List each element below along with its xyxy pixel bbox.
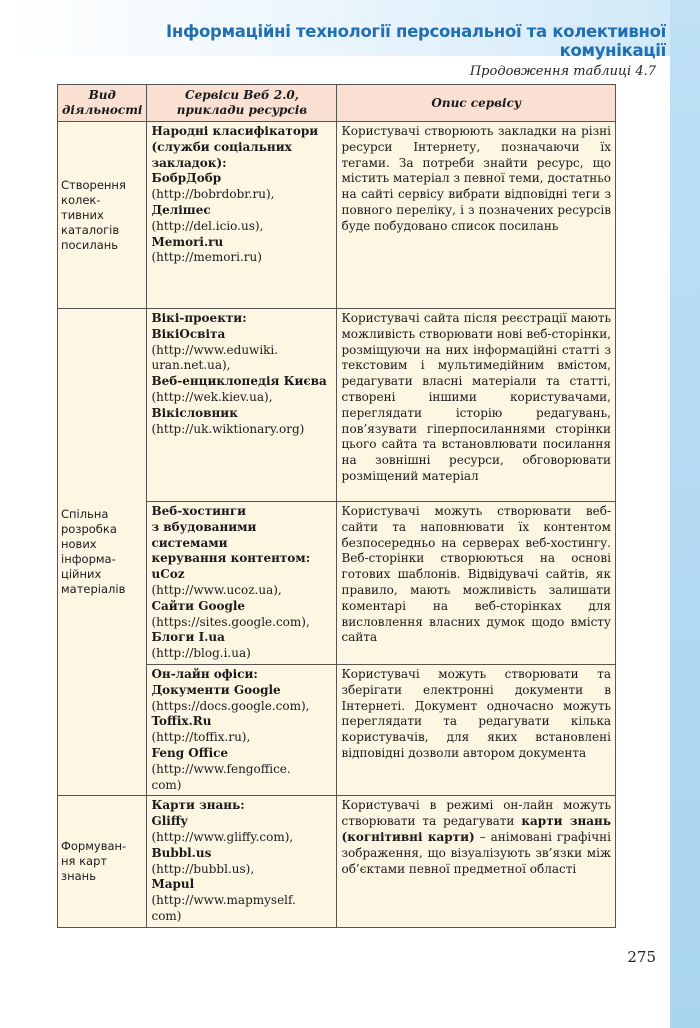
service-url: (http://www.ucoz.ua), bbox=[151, 582, 282, 597]
activity-line: Спільна bbox=[61, 507, 109, 522]
description-text: Користувачі в режимі он-лайн можуть створювати та редагувати bbox=[341, 798, 611, 829]
page-edge-tab bbox=[670, 0, 700, 1028]
activity-line: нових bbox=[61, 537, 97, 552]
service-url: (http://toffix.ru), bbox=[151, 730, 251, 745]
service-name: Веб-хостинги bbox=[151, 504, 247, 518]
service-url: (http://www.gliffy.com), bbox=[151, 829, 294, 844]
service-cell bbox=[147, 122, 337, 309]
description-text: – анімовані графічні зображення, що візуалізують зв’язки між об’єктами певної предметної області bbox=[341, 829, 611, 876]
service-url: (http://del.icio.us), bbox=[151, 218, 264, 233]
service-name: з вбудованими системами bbox=[151, 519, 257, 550]
header-description bbox=[337, 85, 616, 122]
service-name: ВікіОсвіта bbox=[151, 326, 226, 341]
header-activity bbox=[58, 85, 147, 122]
activity-line: інформа- bbox=[61, 552, 116, 567]
service-name: Memori.ru bbox=[151, 234, 224, 249]
services-table bbox=[57, 84, 616, 928]
service-url: (http://memori.ru) bbox=[151, 250, 262, 265]
activity-line: знань bbox=[61, 869, 96, 884]
table-body bbox=[58, 122, 616, 928]
service-cell bbox=[147, 309, 337, 502]
service-url: (http://blog.i.ua) bbox=[151, 646, 251, 661]
activity-cell bbox=[58, 122, 147, 309]
header-line: діяльності bbox=[62, 103, 143, 117]
service-url: uran.net.ua), bbox=[151, 358, 231, 373]
table-row bbox=[58, 796, 616, 928]
description-term: карти знань (когнітивні карти) bbox=[341, 814, 611, 844]
service-name: Mapul bbox=[151, 877, 195, 892]
activity-line: колек- bbox=[61, 192, 101, 207]
service-name: керування контентом: bbox=[151, 551, 311, 566]
description-cell: Користувачі сайта після реєстрації мають можливість створювати нові веб-сторінки, розміщуючи на них інформаційні статті з текстовим і мультимедійним вмістом, редагувати власні матеріали та статті, створені іншими користувачами, переглядати історію редагувань, пов’язувати гіперпосиланнями сторінки цього сайта та встановлювати посилання на зовнішні ресурси, обговорювати розміщений матеріал bbox=[337, 309, 616, 502]
service-name: Карти знань: bbox=[151, 798, 245, 813]
service-name: Веб-енциклопедія Києва bbox=[151, 374, 327, 389]
header-line: Опис сервісу bbox=[431, 95, 522, 110]
header-line: Сервіси Веб 2.0, bbox=[185, 88, 299, 102]
activity-line: тивних bbox=[61, 207, 104, 222]
description-cell bbox=[337, 796, 616, 928]
service-name: Вікісловник bbox=[151, 405, 238, 420]
service-url: (https://sites.google.com), bbox=[151, 614, 310, 629]
activity-line: Формуван- bbox=[61, 839, 127, 854]
service-cell bbox=[147, 502, 337, 665]
description-cell: Користувачі створюють закладки на різні ресурси Інтернету, позначаючи їх тегами. За потреби знайти ресурс, що містить матеріал з певної теми, достатньо на сайті сервісу вибрати відповідні теги з повного переліку, і з позначених ресурсів буде побудовано список посилань bbox=[337, 122, 616, 309]
service-name: Вікі-проекти: bbox=[151, 311, 247, 325]
service-name: Блоги I.ua bbox=[151, 630, 225, 645]
service-name: Сайти Google bbox=[151, 598, 246, 613]
service-url: (http://uk.wiktionary.org) bbox=[151, 421, 305, 436]
activity-line: Створення bbox=[61, 177, 126, 192]
activity-line: матеріалів bbox=[61, 582, 126, 597]
service-url: (http://www.fengoffice. bbox=[151, 761, 291, 776]
service-name: закладок): bbox=[151, 155, 227, 170]
service-url: (http://wek.kiev.ua), bbox=[151, 389, 273, 404]
service-name: uCoz bbox=[151, 567, 185, 582]
header-services bbox=[147, 85, 337, 122]
running-title: Інформаційні технології персональної та колективної комунікації bbox=[166, 22, 666, 60]
service-name: Народні класифікатори bbox=[151, 124, 319, 138]
description-cell: Користувачі можуть створювати веб-сайти та наповнювати їх контентом безпосередньо на серверах веб-хостингу. Веб-сторінки створюються на основі готових шаблонів. Відвідувачі сайтів, як правило, мають можливість залишати коментарі на веб-сторінках для висловлення власних думок щодо вмісту сайта bbox=[337, 502, 616, 665]
activity-line: ня карт bbox=[61, 854, 108, 869]
activity-line: ційних bbox=[61, 567, 102, 582]
activity-line: каталогів bbox=[61, 222, 120, 237]
description-cell: Користувачі можуть створювати та зберігати електронні документи в Інтернеті. Документ одночасно можуть переглядати та редагувати кілька користувачів, для яких встановлені відповідні дозволи автором документа bbox=[337, 664, 616, 795]
table-row bbox=[58, 309, 616, 502]
service-name: Bubbl.us bbox=[151, 845, 212, 860]
service-url: com) bbox=[151, 908, 182, 923]
table-header-row bbox=[58, 85, 616, 122]
service-cell bbox=[147, 796, 337, 928]
activity-line: розробка bbox=[61, 522, 117, 537]
header-line: Вид bbox=[88, 88, 116, 102]
table-row bbox=[58, 122, 616, 309]
activity-cell bbox=[58, 309, 147, 796]
service-url: com) bbox=[151, 777, 182, 792]
service-name: (служби соціальних bbox=[151, 139, 292, 154]
service-url: (https://docs.google.com), bbox=[151, 698, 310, 713]
service-name: БобрДобр bbox=[151, 171, 222, 186]
service-url: (http://bubbl.us), bbox=[151, 861, 255, 876]
service-name: Документи Google bbox=[151, 682, 281, 697]
activity-cell bbox=[58, 796, 147, 928]
page-number: 275 bbox=[627, 948, 656, 966]
service-name: Он-лайн офіси: bbox=[151, 666, 258, 681]
activity-line: посилань bbox=[61, 237, 119, 252]
service-name: Toffix.Ru bbox=[151, 714, 212, 729]
service-name: Feng Office bbox=[151, 745, 229, 760]
service-url: (http://bobrdobr.ru), bbox=[151, 187, 275, 202]
service-url: (http://www.mapmyself. bbox=[151, 893, 296, 908]
table-caption: Продовження таблиці 4.7 bbox=[469, 64, 656, 79]
service-cell bbox=[147, 664, 337, 795]
service-name: Делішес bbox=[151, 202, 211, 217]
service-name: Gliffy bbox=[151, 814, 188, 829]
service-url: (http://www.eduwiki. bbox=[151, 342, 279, 357]
header-line: приклади ресурсів bbox=[176, 103, 308, 117]
